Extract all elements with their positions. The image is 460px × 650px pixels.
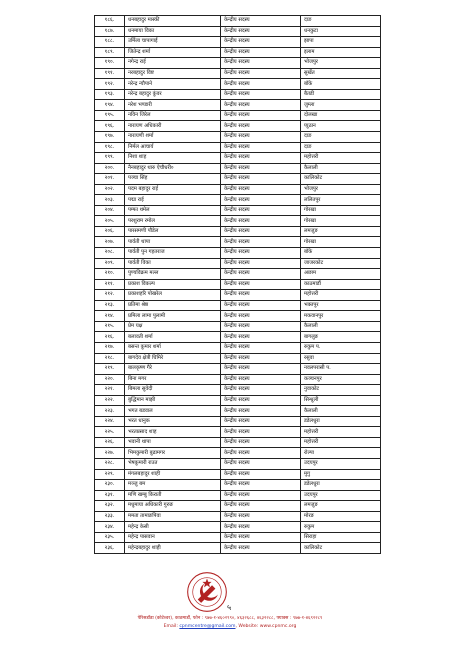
- serial-number-cell: २२३.: [95, 406, 125, 417]
- district-cell: प्युठान: [301, 121, 381, 132]
- member-name-cell: बालकृष्ण गैरे: [125, 364, 221, 375]
- table-row: [95, 300, 381, 311]
- district-cell: डडेलधुरा: [301, 416, 381, 427]
- table-row: [95, 184, 381, 195]
- member-name-cell: भरत धानुक: [125, 416, 221, 427]
- serial-number-cell: २१७.: [95, 342, 125, 353]
- district-cell: रसुवा: [301, 353, 381, 364]
- member-name-cell: बिमला सुवेदी: [125, 385, 221, 396]
- member-name-cell: प्रकाशहरि पोखरेल: [125, 290, 221, 301]
- district-cell: महोत्तरी: [301, 427, 381, 438]
- serial-number-cell: २२५.: [95, 427, 125, 438]
- serial-number-cell: १९९.: [95, 153, 125, 164]
- position-cell: केन्द्रीय सदस्य: [221, 132, 301, 143]
- position-cell: केन्द्रीय सदस्य: [221, 364, 301, 375]
- serial-number-cell: १९३.: [95, 89, 125, 100]
- table-row: [95, 290, 381, 301]
- district-cell: मोरङ: [301, 511, 381, 522]
- table-row: [95, 163, 381, 174]
- position-cell: केन्द्रीय सदस्य: [221, 153, 301, 164]
- member-name-cell: मणि खम्बु किराती: [125, 490, 221, 501]
- position-cell: केन्द्रीय सदस्य: [221, 100, 301, 111]
- district-cell: गोरखा: [301, 205, 381, 216]
- position-cell: केन्द्रीय सदस्य: [221, 26, 301, 37]
- member-name-cell: मधुमाया अधिकारी गुरुङ: [125, 501, 221, 512]
- district-cell: जाजरकोट: [301, 258, 381, 269]
- district-cell: अछाम: [301, 269, 381, 280]
- serial-number-cell: २१८.: [95, 353, 125, 364]
- member-name-cell: नरेन्द्र बहादुर कुंवर: [125, 89, 221, 100]
- district-cell: नुवाकोट: [301, 385, 381, 396]
- member-name-cell: नरेश भण्डारी: [125, 100, 221, 111]
- position-cell: केन्द्रीय सदस्य: [221, 543, 301, 554]
- position-cell: केन्द्रीय सदस्य: [221, 58, 301, 69]
- district-cell: कैलाली: [301, 163, 381, 174]
- district-cell: कैलाली: [301, 321, 381, 332]
- table-row: [95, 68, 381, 79]
- party-seal-logo: [186, 571, 228, 613]
- district-cell: काठमाडौं: [301, 279, 381, 290]
- table-row: [95, 374, 381, 385]
- district-cell: महोत्तरी: [301, 290, 381, 301]
- position-cell: केन्द्रीय सदस्य: [221, 184, 301, 195]
- district-cell: महोत्तरी: [301, 437, 381, 448]
- district-cell: दाङ: [301, 16, 381, 27]
- position-cell: केन्द्रीय सदस्य: [221, 311, 301, 322]
- position-cell: केन्द्रीय सदस्य: [221, 321, 301, 332]
- serial-number-cell: २१५.: [95, 321, 125, 332]
- district-cell: महोत्तरी: [301, 153, 381, 164]
- serial-number-cell: १९६.: [95, 121, 125, 132]
- member-name-cell: भगत बडवाल: [125, 406, 221, 417]
- member-name-cell: पम्फा थमेल: [125, 205, 221, 216]
- district-cell: बाँके: [301, 248, 381, 259]
- district-cell: रुकुम प.: [301, 342, 381, 353]
- members-table-body: [95, 16, 381, 554]
- member-name-cell: भेषकुमारी राउत: [125, 458, 221, 469]
- member-name-cell: मञ्जु बम: [125, 480, 221, 491]
- position-cell: केन्द्रीय सदस्य: [221, 279, 301, 290]
- serial-number-cell: २३१.: [95, 490, 125, 501]
- district-cell: लमजुङ: [301, 501, 381, 512]
- serial-number-cell: २२१.: [95, 385, 125, 396]
- member-name-cell: महेन्द्र केसी: [125, 522, 221, 533]
- footer-website: , Website: www.cpnmc.org: [235, 624, 297, 629]
- table-row: [95, 458, 381, 469]
- position-cell: केन्द्रीय सदस्य: [221, 195, 301, 206]
- serial-number-cell: २१२.: [95, 290, 125, 301]
- serial-number-cell: १९८.: [95, 142, 125, 153]
- serial-number-cell: २२०.: [95, 374, 125, 385]
- table-row: [95, 258, 381, 269]
- position-cell: केन्द्रीय सदस्य: [221, 79, 301, 90]
- position-cell: केन्द्रीय सदस्य: [221, 416, 301, 427]
- position-cell: केन्द्रीय सदस्य: [221, 342, 301, 353]
- member-name-cell: धनमाया विका: [125, 26, 221, 37]
- table-row: [95, 353, 381, 364]
- district-cell: कालिकोट: [301, 174, 381, 185]
- district-cell: सुर्खेत: [301, 68, 381, 79]
- position-cell: केन्द्रीय सदस्य: [221, 205, 301, 216]
- member-name-cell: भवानी थापा: [125, 437, 221, 448]
- serial-number-cell: १९७.: [95, 132, 125, 143]
- serial-number-cell: १८८.: [95, 37, 125, 48]
- table-row: [95, 532, 381, 543]
- serial-number-cell: २२७.: [95, 448, 125, 459]
- member-name-cell: महेन्द्र पासवान: [125, 532, 221, 543]
- member-name-cell: पुण्यविक्रम मल्ल: [125, 269, 221, 280]
- member-name-cell: परशुराम रमोल: [125, 216, 221, 227]
- serial-number-cell: २०८.: [95, 248, 125, 259]
- table-row: [95, 110, 381, 121]
- serial-number-cell: २२४.: [95, 416, 125, 427]
- table-row: [95, 480, 381, 491]
- member-name-cell: पार्वती पुन गहतराज: [125, 248, 221, 259]
- position-cell: केन्द्रीय सदस्य: [221, 437, 301, 448]
- member-name-cell: प्रकाश विकल्प: [125, 279, 221, 290]
- district-cell: ललितपुर: [301, 195, 381, 206]
- position-cell: केन्द्रीय सदस्य: [221, 163, 301, 174]
- position-cell: केन्द्रीय सदस्य: [221, 47, 301, 58]
- district-cell: धनकुटा: [301, 26, 381, 37]
- table-row: [95, 501, 381, 512]
- serial-number-cell: २३०.: [95, 480, 125, 491]
- member-name-cell: नरेन्द्र न्यौपाने: [125, 79, 221, 90]
- member-name-cell: पार्वती विका: [125, 258, 221, 269]
- page-number: ५: [227, 603, 232, 612]
- district-cell: गोरखा: [301, 216, 381, 227]
- table-row: [95, 47, 381, 58]
- member-name-cell: उर्मिला चापागाईं: [125, 37, 221, 48]
- serial-number-cell: १९१.: [95, 68, 125, 79]
- table-row: [95, 205, 381, 216]
- district-cell: कैलाली: [301, 406, 381, 417]
- serial-number-cell: २११.: [95, 279, 125, 290]
- district-cell: मकवानपुर: [301, 311, 381, 322]
- district-cell: बैतडी: [301, 89, 381, 100]
- serial-number-cell: २२६.: [95, 437, 125, 448]
- district-cell: रोल्पा: [301, 448, 381, 459]
- position-cell: केन्द्रीय सदस्य: [221, 142, 301, 153]
- position-cell: केन्द्रीय सदस्य: [221, 353, 301, 364]
- table-row: [95, 26, 381, 37]
- serial-number-cell: २०९.: [95, 258, 125, 269]
- member-name-cell: महेन्द्रबहादुर शाही: [125, 543, 221, 554]
- serial-number-cell: २१०.: [95, 269, 125, 280]
- member-name-cell: भिमकुमारी बुढामगर: [125, 448, 221, 459]
- table-row: [95, 311, 381, 322]
- position-cell: केन्द्रीय सदस्य: [221, 110, 301, 121]
- member-name-cell: ममता तामाङपिवा: [125, 511, 221, 522]
- member-name-cell: जितेन्द्र शर्मा: [125, 47, 221, 58]
- position-cell: केन्द्रीय सदस्य: [221, 290, 301, 301]
- footer-email-link[interactable]: cpnmcentre@gmail.com: [179, 624, 236, 629]
- position-cell: केन्द्रीय सदस्य: [221, 121, 301, 132]
- table-row: [95, 385, 381, 396]
- member-name-cell: पार्वती थापा: [125, 237, 221, 248]
- footer-contact: [0, 624, 460, 629]
- position-cell: केन्द्रीय सदस्य: [221, 226, 301, 237]
- member-name-cell: धनबहादुर मास्की: [125, 16, 221, 27]
- position-cell: केन्द्रीय सदस्य: [221, 374, 301, 385]
- serial-number-cell: १९२.: [95, 79, 125, 90]
- member-name-cell: भरतप्रसाद शाह: [125, 427, 221, 438]
- district-cell: इलाम: [301, 47, 381, 58]
- table-row: [95, 132, 381, 143]
- serial-number-cell: १९५.: [95, 110, 125, 121]
- table-row: [95, 469, 381, 480]
- table-row: [95, 121, 381, 132]
- table-row: [95, 364, 381, 375]
- district-cell: डडेलधुरा: [301, 480, 381, 491]
- serial-number-cell: २२२.: [95, 395, 125, 406]
- member-name-cell: नगेन्द्र राई: [125, 58, 221, 69]
- table-row: [95, 226, 381, 237]
- table-row: [95, 427, 381, 438]
- serial-number-cell: २०२.: [95, 184, 125, 195]
- serial-number-cell: १८७.: [95, 26, 125, 37]
- position-cell: केन्द्रीय सदस्य: [221, 332, 301, 343]
- table-row: [95, 142, 381, 153]
- table-row: [95, 490, 381, 501]
- position-cell: केन्द्रीय सदस्य: [221, 501, 301, 512]
- table-row: [95, 437, 381, 448]
- district-cell: बागलुङ: [301, 332, 381, 343]
- district-cell: जुम्ला: [301, 100, 381, 111]
- table-row: [95, 216, 381, 227]
- district-cell: उदयपुर: [301, 458, 381, 469]
- serial-number-cell: १९०.: [95, 58, 125, 69]
- member-name-cell: पदम बहादुर राई: [125, 184, 221, 195]
- table-row: [95, 406, 381, 417]
- district-cell: उदयपुर: [301, 490, 381, 501]
- member-name-cell: निशा शाह: [125, 153, 221, 164]
- member-name-cell: निर्मल आचार्य: [125, 142, 221, 153]
- table-row: [95, 89, 381, 100]
- district-cell: मुगु: [301, 469, 381, 480]
- district-cell: बाँके: [301, 79, 381, 90]
- serial-number-cell: २३५.: [95, 532, 125, 543]
- district-cell: भोजपुर: [301, 184, 381, 195]
- position-cell: केन्द्रीय सदस्य: [221, 427, 301, 438]
- serial-number-cell: २२८.: [95, 458, 125, 469]
- member-name-cell: पद्मा राई: [125, 195, 221, 206]
- position-cell: केन्द्रीय सदस्य: [221, 269, 301, 280]
- serial-number-cell: २३४.: [95, 522, 125, 533]
- position-cell: केन्द्रीय सदस्य: [221, 300, 301, 311]
- serial-number-cell: १८९.: [95, 47, 125, 58]
- position-cell: केन्द्रीय सदस्य: [221, 16, 301, 27]
- district-cell: कालिकोट: [301, 543, 381, 554]
- serial-number-cell: २२९.: [95, 469, 125, 480]
- serial-number-cell: २०७.: [95, 237, 125, 248]
- table-row: [95, 416, 381, 427]
- footer-email-label: Email:: [163, 624, 178, 629]
- position-cell: केन्द्रीय सदस्य: [221, 522, 301, 533]
- member-name-cell: प्रेम यक्ष: [125, 321, 221, 332]
- district-cell: रुकुम: [301, 522, 381, 533]
- table-row: [95, 153, 381, 164]
- position-cell: केन्द्रीय सदस्य: [221, 490, 301, 501]
- district-cell: सिराहा: [301, 532, 381, 543]
- member-name-cell: प्रमिला लामा पुलामी: [125, 311, 221, 322]
- table-row: [95, 174, 381, 185]
- member-name-cell: बलावती शर्मा: [125, 332, 221, 343]
- position-cell: केन्द्रीय सदस्य: [221, 406, 301, 417]
- table-row: [95, 37, 381, 48]
- serial-number-cell: २३२.: [95, 501, 125, 512]
- member-name-cell: बुद्धिमान माझी: [125, 395, 221, 406]
- member-name-cell: बिना मगर: [125, 374, 221, 385]
- position-cell: केन्द्रीय सदस्य: [221, 480, 301, 491]
- table-row: [95, 269, 381, 280]
- position-cell: केन्द्रीय सदस्य: [221, 395, 301, 406]
- serial-number-cell: २०४.: [95, 205, 125, 216]
- member-name-cell: नविन जिरेल: [125, 110, 221, 121]
- position-cell: केन्द्रीय सदस्य: [221, 174, 301, 185]
- member-name-cell: नारायणी शर्मा: [125, 132, 221, 143]
- member-name-cell: नरबहादुर विष्ट: [125, 68, 221, 79]
- member-name-cell: नारायण अधिकारी: [125, 121, 221, 132]
- serial-number-cell: २३३.: [95, 511, 125, 522]
- member-name-cell: बागदेव क्षेत्री घिमिरे: [125, 353, 221, 364]
- serial-number-cell: २१६.: [95, 332, 125, 343]
- table-row: [95, 543, 381, 554]
- serial-number-cell: २०५.: [95, 216, 125, 227]
- member-name-cell: बसन्त कुमार शर्मा: [125, 342, 221, 353]
- position-cell: केन्द्रीय सदस्य: [221, 258, 301, 269]
- district-cell: सिन्धुली: [301, 395, 381, 406]
- footer-address: पेरिसडाँडा (कोटेश्वर), काठमाडौं, फोन : ९७७-१-४६०२९९०, ४६३२६८८, ४६३२२८८, फ्याक्स : ९७७-१-४६९२२८९: [137, 616, 323, 621]
- serial-number-cell: २१३.: [95, 300, 125, 311]
- member-name-cell: पञ्चा सिंह: [125, 174, 221, 185]
- serial-number-cell: १९४.: [95, 100, 125, 111]
- position-cell: केन्द्रीय सदस्य: [221, 458, 301, 469]
- position-cell: केन्द्रीय सदस्य: [221, 511, 301, 522]
- position-cell: केन्द्रीय सदस्य: [221, 448, 301, 459]
- table-row: [95, 522, 381, 533]
- position-cell: केन्द्रीय सदस्य: [221, 248, 301, 259]
- table-row: [95, 195, 381, 206]
- district-cell: गोरखा: [301, 237, 381, 248]
- serial-number-cell: १८६.: [95, 16, 125, 27]
- table-row: [95, 342, 381, 353]
- district-cell: नवलपरासी प.: [301, 364, 381, 375]
- position-cell: केन्द्रीय सदस्य: [221, 89, 301, 100]
- district-cell: लमजुङ: [301, 226, 381, 237]
- table-row: [95, 511, 381, 522]
- position-cell: केन्द्रीय सदस्य: [221, 385, 301, 396]
- serial-number-cell: २००.: [95, 163, 125, 174]
- member-name-cell: पारसमणी पौडेल: [125, 226, 221, 237]
- district-cell: भक्तपुर: [301, 300, 381, 311]
- table-row: [95, 279, 381, 290]
- members-table: [94, 15, 381, 554]
- table-row: [95, 79, 381, 90]
- position-cell: केन्द्रीय सदस्य: [221, 237, 301, 248]
- table-row: [95, 100, 381, 111]
- serial-number-cell: २१९.: [95, 364, 125, 375]
- district-cell: दोलखा: [301, 110, 381, 121]
- table-row: [95, 16, 381, 27]
- member-name-cell: मंगलबहादुर शाही: [125, 469, 221, 480]
- member-name-cell: प्रतिमा श्रेष्ठ: [125, 300, 221, 311]
- position-cell: केन्द्रीय सदस्य: [221, 216, 301, 227]
- serial-number-cell: २०३.: [95, 195, 125, 206]
- table-row: [95, 237, 381, 248]
- position-cell: केन्द्रीय सदस्य: [221, 68, 301, 79]
- serial-number-cell: २०६.: [95, 226, 125, 237]
- district-cell: झापा: [301, 37, 381, 48]
- table-row: [95, 332, 381, 343]
- table-row: [95, 321, 381, 332]
- district-cell: कञ्चनपुर: [301, 374, 381, 385]
- table-row: [95, 58, 381, 69]
- table-row: [95, 248, 381, 259]
- table-row: [95, 448, 381, 459]
- member-name-cell: नैनबहादुर थारु ऐचौधरी०: [125, 163, 221, 174]
- serial-number-cell: २१४.: [95, 311, 125, 322]
- district-cell: दाङ: [301, 142, 381, 153]
- position-cell: केन्द्रीय सदस्य: [221, 469, 301, 480]
- position-cell: केन्द्रीय सदस्य: [221, 532, 301, 543]
- district-cell: भोजपुर: [301, 58, 381, 69]
- position-cell: केन्द्रीय सदस्य: [221, 37, 301, 48]
- serial-number-cell: २०१.: [95, 174, 125, 185]
- serial-number-cell: २३६.: [95, 543, 125, 554]
- table-row: [95, 395, 381, 406]
- district-cell: दाङ: [301, 132, 381, 143]
